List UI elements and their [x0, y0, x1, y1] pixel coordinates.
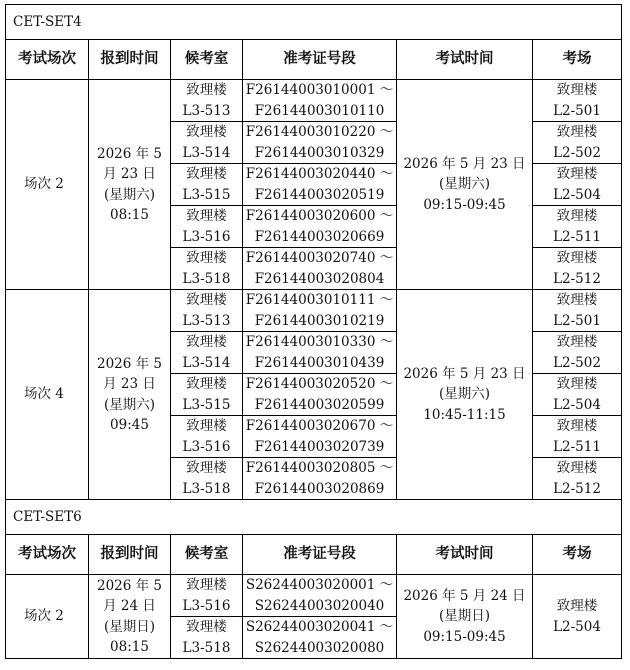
ticket-number-line: F26144003010001 ～	[245, 82, 394, 98]
ticket-number-range	[243, 164, 397, 206]
waiting-room-line: 致理楼	[186, 619, 227, 635]
checkin-time-line: 2026 年 5	[96, 577, 163, 594]
column-header: 准考证号段	[243, 535, 397, 575]
exam-schedule-document	[5, 4, 621, 659]
ticket-number-range	[243, 248, 397, 290]
header-row	[6, 535, 622, 575]
waiting-room-line: L3-515	[182, 186, 231, 203]
waiting-room-line: L3-513	[182, 102, 231, 119]
waiting-room-line: L3-516	[182, 597, 231, 614]
waiting-room-line: 致理楼	[186, 208, 227, 224]
waiting-room-line: L3-514	[182, 354, 231, 371]
ticket-number-range	[243, 617, 397, 659]
waiting-room-line: 致理楼	[186, 376, 227, 392]
exam-venue-line: 致理楼	[556, 376, 598, 392]
exam-time-line: 2026 年 5 月 24 日	[403, 587, 526, 604]
ticket-number-line: F26144003020520 ～	[245, 376, 394, 392]
waiting-room-line: L3-516	[182, 438, 231, 455]
waiting-room	[171, 248, 243, 290]
waiting-room-line: 致理楼	[186, 124, 227, 140]
ticket-number-range	[243, 290, 397, 332]
waiting-room	[171, 164, 243, 206]
checkin-time-line: 月 23 日	[103, 376, 156, 392]
exam-venue-line: 致理楼	[556, 82, 598, 98]
ticket-number-line: F26144003010439	[254, 354, 385, 371]
column-header: 考试时间	[397, 40, 533, 80]
column-header: 报到时间	[89, 40, 171, 80]
ticket-number-range	[243, 416, 397, 458]
session-name: 场次 2	[6, 80, 89, 290]
checkin-time-line: 2026 年 5	[96, 145, 163, 162]
exam-venue	[533, 80, 622, 122]
exam-venue-line: L2-502	[553, 144, 601, 161]
waiting-room	[171, 122, 243, 164]
checkin-time-line: 08:15	[110, 207, 149, 223]
exam-time-line: (星期日)	[438, 608, 491, 625]
checkin-time-line: 2026 年 5	[96, 355, 163, 372]
waiting-room-line: L3-518	[182, 480, 231, 497]
checkin-time-line: 09:45	[110, 417, 149, 433]
checkin-time	[89, 80, 171, 290]
checkin-time	[89, 575, 171, 659]
ticket-number-line: S26244003020041 ～	[245, 619, 394, 635]
exam-venue-line: L2-511	[553, 228, 601, 245]
ticket-number-line: F26144003010329	[254, 144, 385, 161]
column-header: 报到时间	[89, 535, 171, 575]
table-row	[6, 80, 622, 122]
column-header: 考场	[533, 535, 622, 575]
waiting-room	[171, 374, 243, 416]
exam-venue	[533, 575, 622, 659]
column-header: 考试时间	[397, 535, 533, 575]
waiting-room-line: 致理楼	[186, 334, 227, 350]
header-row	[6, 40, 622, 80]
exam-venue	[533, 164, 622, 206]
exam-time-line: (星期六)	[438, 176, 491, 193]
waiting-room-line: L3-516	[182, 228, 231, 245]
exam-venue-line: L2-502	[553, 354, 601, 371]
exam-venue-line: L2-504	[553, 396, 601, 413]
column-header: 考场	[533, 40, 622, 80]
column-header: 考试场次	[6, 535, 89, 575]
exam-venue-line: 致理楼	[556, 460, 598, 476]
ticket-number-line: F26144003010330 ～	[245, 334, 394, 350]
waiting-room	[171, 332, 243, 374]
exam-venue-line: L2-501	[553, 312, 601, 329]
ticket-number-range	[243, 458, 397, 500]
waiting-room	[171, 458, 243, 500]
waiting-room-line: L3-518	[182, 639, 231, 656]
exam-time	[397, 80, 533, 290]
exam-venue	[533, 458, 622, 500]
exam-venue-line: 致理楼	[556, 124, 598, 140]
column-header: 准考证号段	[243, 40, 397, 80]
exam-venue-line: L2-512	[553, 480, 601, 497]
exam-venue-line: L2-504	[553, 186, 601, 203]
exam-venue-line: L2-504	[553, 618, 601, 635]
exam-venue-line: 致理楼	[556, 166, 598, 182]
exam-venue	[533, 416, 622, 458]
exam-venue	[533, 122, 622, 164]
waiting-room-line: 致理楼	[186, 292, 227, 308]
waiting-room-line: L3-513	[182, 312, 231, 329]
waiting-room	[171, 290, 243, 332]
waiting-room-line: 致理楼	[186, 418, 227, 434]
exam-venue	[533, 332, 622, 374]
exam-venue-line: 致理楼	[556, 418, 598, 434]
exam-venue-line: L2-512	[553, 270, 601, 287]
exam-schedule-table	[5, 4, 622, 659]
session-name: 场次 4	[6, 290, 89, 500]
exam-venue-line: 致理楼	[556, 208, 598, 224]
ticket-number-line: S26244003020040	[254, 597, 385, 614]
exam-venue-line: L2-511	[553, 438, 601, 455]
waiting-room	[171, 80, 243, 122]
exam-venue-line: 致理楼	[556, 334, 598, 350]
ticket-number-range	[243, 575, 397, 617]
ticket-number-line: S26244003020080	[254, 639, 385, 656]
checkin-time-line: (星期六)	[103, 396, 156, 413]
checkin-time-line: 月 24 日	[103, 598, 156, 614]
checkin-time	[89, 290, 171, 500]
exam-venue-line: 致理楼	[556, 292, 598, 308]
exam-venue	[533, 374, 622, 416]
waiting-room-line: 致理楼	[186, 460, 227, 476]
waiting-room	[171, 617, 243, 659]
waiting-room-line: 致理楼	[186, 82, 227, 98]
section-title-row	[6, 500, 622, 535]
waiting-room	[171, 206, 243, 248]
waiting-room	[171, 575, 243, 617]
exam-schedule-body	[6, 5, 622, 659]
exam-venue-line: L2-501	[553, 102, 601, 119]
table-row	[6, 290, 622, 332]
session-name: 场次 2	[6, 575, 89, 659]
exam-time-line: 2026 年 5 月 23 日	[403, 365, 526, 382]
waiting-room-line: L3-514	[182, 144, 231, 161]
exam-time-line: 10:45-11:15	[423, 406, 506, 423]
ticket-number-line: F26144003020670 ～	[245, 418, 394, 434]
waiting-room	[171, 416, 243, 458]
ticket-number-line: F26144003010220 ～	[245, 124, 394, 140]
ticket-number-range	[243, 332, 397, 374]
section-title: CET-SET4	[6, 5, 622, 40]
ticket-number-line: F26144003020739	[254, 438, 385, 455]
ticket-number-line: F26144003020599	[254, 396, 385, 413]
waiting-room-line: 致理楼	[186, 166, 227, 182]
column-header: 考试场次	[6, 40, 89, 80]
ticket-number-line: F26144003020740 ～	[245, 250, 394, 266]
ticket-number-line: F26144003020600 ～	[245, 208, 394, 224]
table-row	[6, 575, 622, 617]
ticket-number-line: F26144003020519	[254, 186, 385, 203]
exam-time-line: 09:15-09:45	[423, 628, 506, 645]
ticket-number-line: F26144003010110	[254, 102, 385, 119]
exam-venue-line: 致理楼	[556, 250, 598, 266]
ticket-number-range	[243, 374, 397, 416]
checkin-time-line: (星期日)	[103, 618, 156, 635]
column-header: 候考室	[171, 535, 243, 575]
ticket-number-range	[243, 206, 397, 248]
ticket-number-line: F26144003020440 ～	[245, 166, 394, 182]
exam-time-line: 2026 年 5 月 23 日	[403, 155, 526, 172]
exam-time-line: 09:15-09:45	[423, 196, 506, 213]
waiting-room-line: L3-518	[182, 270, 231, 287]
waiting-room-line: L3-515	[182, 396, 231, 413]
ticket-number-range	[243, 122, 397, 164]
checkin-time-line: 08:15	[110, 639, 149, 655]
checkin-time-line: (星期六)	[103, 186, 156, 203]
exam-time	[397, 575, 533, 659]
ticket-number-line: F26144003010219	[254, 312, 385, 329]
ticket-number-line: F26144003020869	[254, 480, 385, 497]
exam-venue	[533, 290, 622, 332]
ticket-number-line: F26144003020805 ～	[245, 460, 394, 476]
exam-time	[397, 290, 533, 500]
ticket-number-range	[243, 80, 397, 122]
column-header: 候考室	[171, 40, 243, 80]
waiting-room-line: 致理楼	[186, 577, 227, 593]
section-title: CET-SET6	[6, 500, 622, 535]
section-title-row	[6, 5, 622, 40]
exam-venue	[533, 248, 622, 290]
exam-venue-line: 致理楼	[556, 598, 598, 614]
ticket-number-line: F26144003020669	[254, 228, 385, 245]
ticket-number-line: S26244003020001 ～	[245, 577, 394, 593]
checkin-time-line: 月 23 日	[103, 166, 156, 182]
waiting-room-line: 致理楼	[186, 250, 227, 266]
exam-venue	[533, 206, 622, 248]
ticket-number-line: F26144003010111 ～	[245, 292, 394, 308]
ticket-number-line: F26144003020804	[254, 270, 385, 287]
exam-time-line: (星期六)	[438, 386, 491, 403]
